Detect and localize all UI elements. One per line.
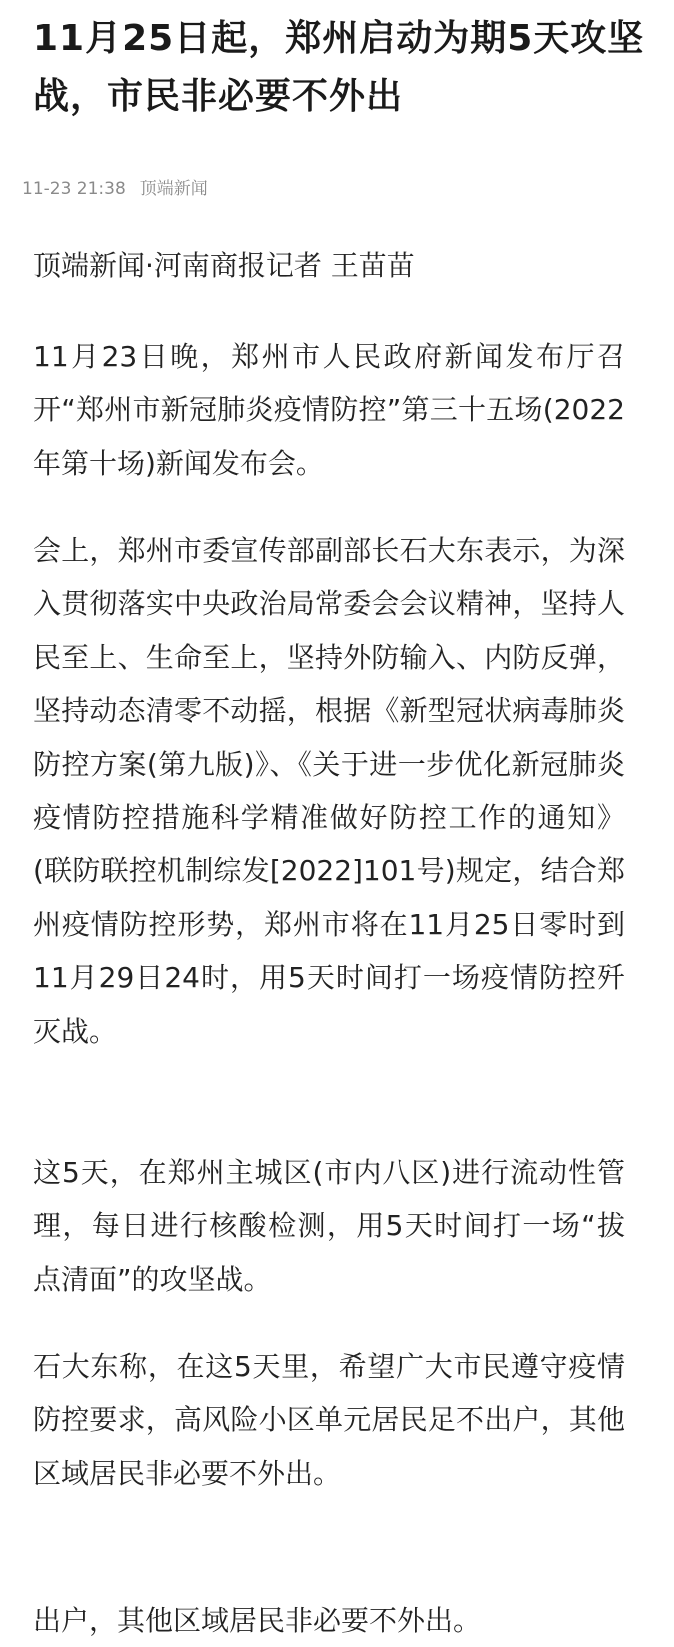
article-meta	[22, 174, 222, 199]
article-paragraph: 会上，郑州市委宣传部副部长石大东表示，为深入贯彻落实中央政治局常委会会议精神，坚持人民至上、生命至上，坚持外防输入、内防反弹，坚持动态清零不动摇，根据《新型冠状病毒肺炎防控方案(第九版)》、《关于进一步优化新冠肺炎疫情防控措施科学精准做好防控工作的通知》(联防联控机制综发[2022]101号)规定，结合郑州疫情防控形势，郑州市将在11月25日零时到11月29日24时，用5天时间打一场疫情防控歼灭战。	[33, 534, 625, 1048]
article-paragraph: 11月23日晚，郑州市人民政府新闻发布厅召开“郑州市新冠肺炎疫情防控”第三十五场(2022年第十场)新闻发布会。	[33, 340, 625, 480]
article-paragraph: 这5天，在郑州主城区(市内八区)进行流动性管理，每日进行核酸检测，用5天时间打一场“拔点清面”的攻坚战。	[33, 1156, 625, 1296]
article	[33, 0, 645, 126]
publish-time: 11-23 21:38	[22, 179, 126, 199]
article-paragraph: 石大东称，在这5天里，希望广大市民遵守疫情防控要求，高风险小区单元居民足不出户，其他区域居民非必要不外出。	[33, 1350, 625, 1490]
article-byline: 顶端新闻·河南商报记者 王苗苗	[33, 249, 415, 282]
source-name[interactable]: 顶端新闻	[139, 179, 208, 199]
cutoff-text-line: 出户，其他区域居民非必要不外出。	[33, 1604, 482, 1637]
article-title: 11月25日起，郑州启动为期5天攻坚战，市民非必要不外出	[33, 18, 645, 117]
